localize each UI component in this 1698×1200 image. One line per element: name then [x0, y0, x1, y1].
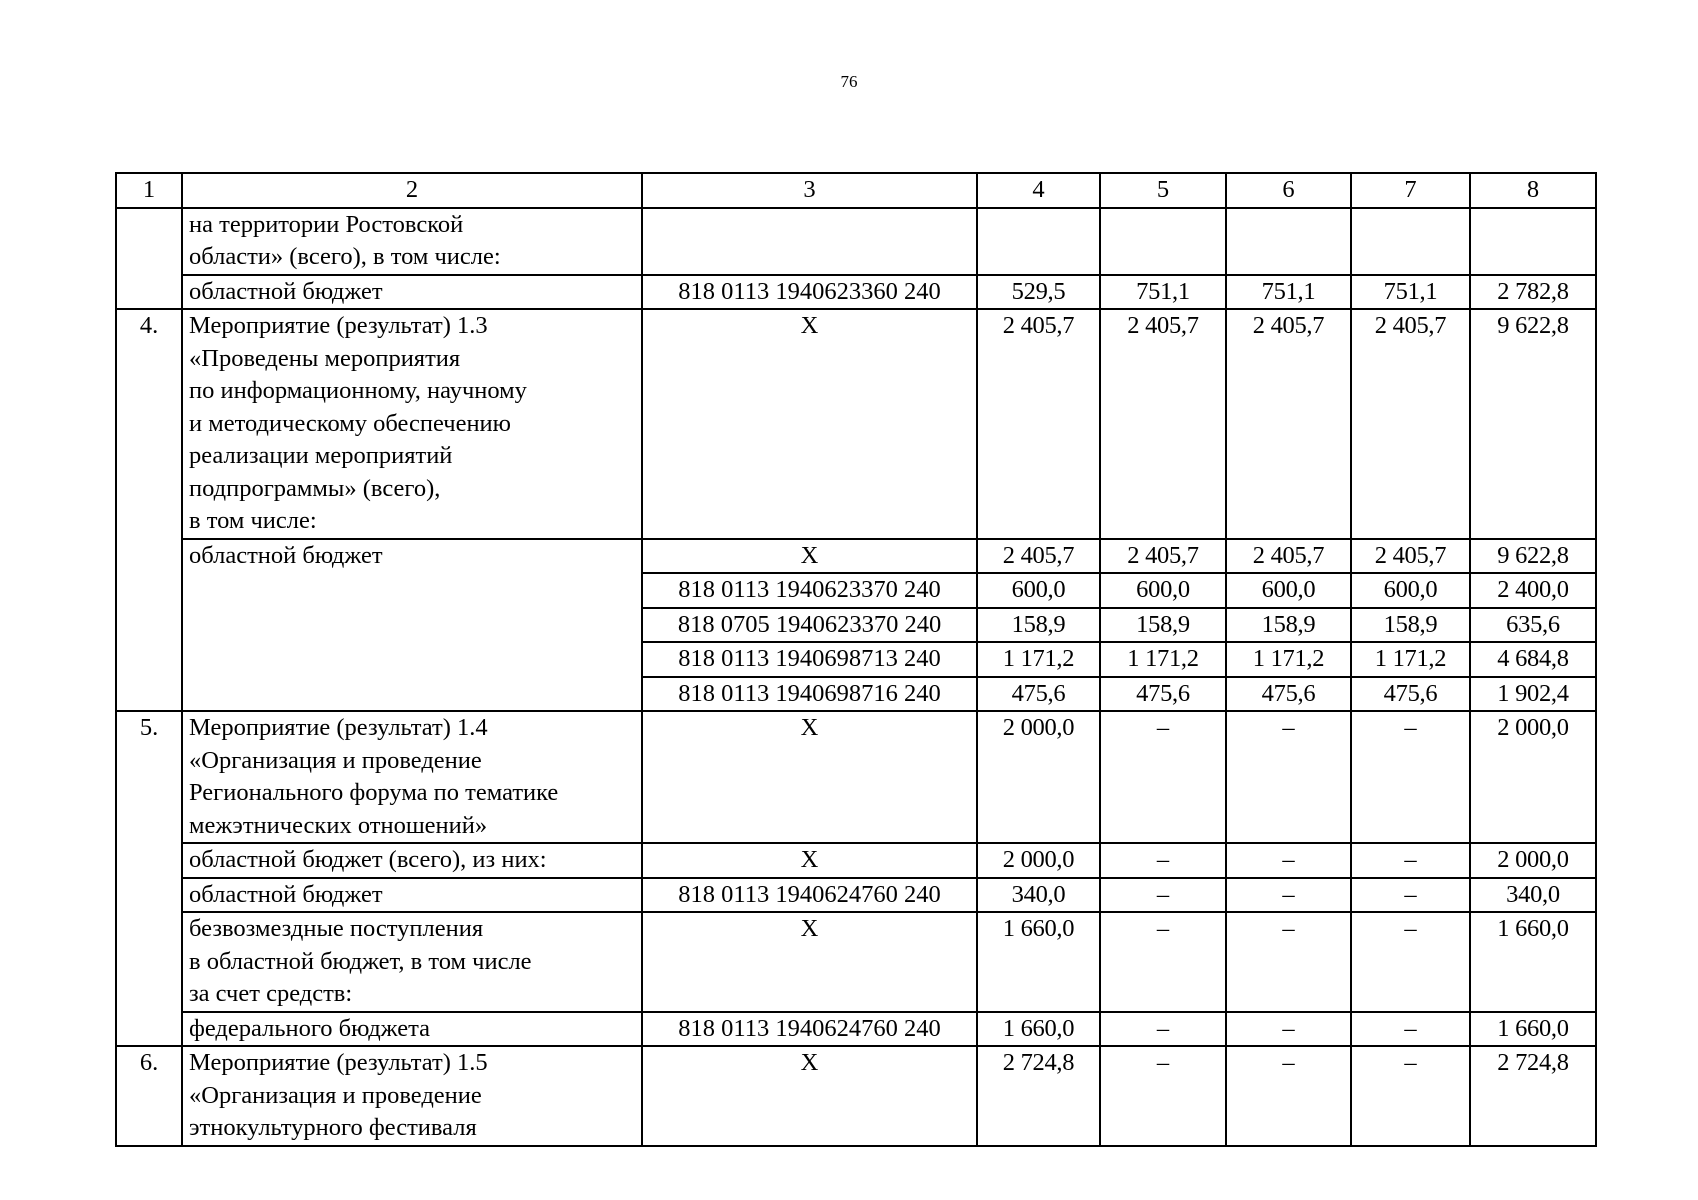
table-row	[116, 309, 1596, 539]
total-cell: 9 622,8	[1470, 309, 1596, 539]
item-name-cell: областной бюджет	[182, 539, 642, 712]
budget-code-cell: X	[642, 843, 977, 878]
value-cell: –	[1100, 912, 1226, 1012]
value-cell: –	[1226, 711, 1351, 843]
total-cell: 9 622,8	[1470, 539, 1596, 574]
value-cell: 529,5	[977, 275, 1100, 310]
budget-code-cell: X	[642, 539, 977, 574]
item-name-cell: областной бюджет	[182, 275, 642, 310]
budget-code-cell: 818 0705 1940623370 240	[642, 608, 977, 643]
value-cell: –	[1226, 1012, 1351, 1047]
value-cell	[1351, 208, 1470, 275]
value-cell: –	[1100, 1012, 1226, 1047]
page-number: 76	[840, 72, 858, 91]
value-cell: –	[1351, 843, 1470, 878]
total-cell: 2 400,0	[1470, 573, 1596, 608]
table-row	[116, 539, 1596, 574]
item-name-cell: областной бюджет	[182, 878, 642, 913]
budget-code-cell: 818 0113 1940623370 240	[642, 573, 977, 608]
value-cell: –	[1100, 843, 1226, 878]
value-cell: 600,0	[1226, 573, 1351, 608]
value-cell: 600,0	[1100, 573, 1226, 608]
row-number-cell: 4.	[116, 309, 182, 711]
value-cell: –	[1100, 1046, 1226, 1146]
header-cell: 5	[1100, 173, 1226, 208]
value-cell: 1 660,0	[977, 912, 1100, 1012]
value-cell: 2 405,7	[1351, 539, 1470, 574]
budget-code-cell: 818 0113 1940624760 240	[642, 1012, 977, 1047]
table-row	[116, 711, 1596, 843]
value-cell: 340,0	[977, 878, 1100, 913]
value-cell: 1 171,2	[1100, 642, 1226, 677]
table-row	[116, 208, 1596, 275]
value-cell: –	[1351, 711, 1470, 843]
header-cell: 4	[977, 173, 1100, 208]
value-cell: 475,6	[977, 677, 1100, 712]
value-cell: 158,9	[1351, 608, 1470, 643]
value-cell: 600,0	[1351, 573, 1470, 608]
total-cell: 1 660,0	[1470, 1012, 1596, 1047]
value-cell: 2 000,0	[977, 711, 1100, 843]
value-cell: 2 405,7	[977, 539, 1100, 574]
total-cell: 1 902,4	[1470, 677, 1596, 712]
header-cell: 2	[182, 173, 642, 208]
total-cell: 2 000,0	[1470, 843, 1596, 878]
value-cell	[1100, 208, 1226, 275]
value-cell: –	[1351, 878, 1470, 913]
item-name-cell: областной бюджет (всего), из них:	[182, 843, 642, 878]
item-name-cell: Мероприятие (результат) 1.5 «Организация и проведение этнокультурного фестиваля	[182, 1046, 642, 1146]
value-cell: 600,0	[977, 573, 1100, 608]
value-cell: 751,1	[1226, 275, 1351, 310]
budget-code-cell: X	[642, 912, 977, 1012]
total-cell: 1 660,0	[1470, 912, 1596, 1012]
budget-code-cell: 818 0113 1940698713 240	[642, 642, 977, 677]
total-cell: 2 782,8	[1470, 275, 1596, 310]
value-cell: 2 724,8	[977, 1046, 1100, 1146]
value-cell: 751,1	[1100, 275, 1226, 310]
value-cell: 1 171,2	[1351, 642, 1470, 677]
row-number-cell: 5.	[116, 711, 182, 1046]
row-number-cell	[116, 208, 182, 310]
value-cell: –	[1100, 711, 1226, 843]
value-cell: –	[1351, 912, 1470, 1012]
value-cell: –	[1100, 878, 1226, 913]
value-cell: 2 405,7	[1100, 309, 1226, 539]
header-cell: 7	[1351, 173, 1470, 208]
header-cell: 1	[116, 173, 182, 208]
value-cell: 158,9	[1226, 608, 1351, 643]
value-cell: –	[1226, 878, 1351, 913]
row-number-cell: 6.	[116, 1046, 182, 1146]
value-cell: –	[1351, 1012, 1470, 1047]
value-cell	[977, 208, 1100, 275]
value-cell: 475,6	[1351, 677, 1470, 712]
value-cell	[1470, 208, 1596, 275]
value-cell: –	[1226, 843, 1351, 878]
item-name-cell: на территории Ростовской области» (всего), в том числе:	[182, 208, 642, 275]
item-name-cell: Мероприятие (результат) 1.4 «Организация и проведение Регионального форума по тематике межэтнических отношений»	[182, 711, 642, 843]
value-cell: 1 171,2	[1226, 642, 1351, 677]
value-cell: 475,6	[1100, 677, 1226, 712]
header-cell: 8	[1470, 173, 1596, 208]
table-row	[116, 843, 1596, 878]
header-cell: 6	[1226, 173, 1351, 208]
table-row	[116, 275, 1596, 310]
item-name-cell: безвозмездные поступления в областной бюджет, в том числе за счет средств:	[182, 912, 642, 1012]
item-name-cell: Мероприятие (результат) 1.3 «Проведены мероприятия по информационному, научному и методическому обеспечению реализации мероприятий подпрограммы» (всего), в том числе:	[182, 309, 642, 539]
total-cell: 2 000,0	[1470, 711, 1596, 843]
table-row	[116, 1012, 1596, 1047]
table-row	[116, 878, 1596, 913]
budget-code-cell: X	[642, 1046, 977, 1146]
budget-code-cell: X	[642, 711, 977, 843]
value-cell: 2 405,7	[1226, 539, 1351, 574]
value-cell: 1 171,2	[977, 642, 1100, 677]
budget-code-cell: 818 0113 1940623360 240	[642, 275, 977, 310]
value-cell: 475,6	[1226, 677, 1351, 712]
value-cell: 158,9	[1100, 608, 1226, 643]
budget-code-cell: 818 0113 1940624760 240	[642, 878, 977, 913]
value-cell: 158,9	[977, 608, 1100, 643]
budget-table	[115, 172, 1597, 1147]
value-cell: –	[1226, 912, 1351, 1012]
table-row	[116, 1046, 1596, 1146]
value-cell: 2 405,7	[1100, 539, 1226, 574]
total-cell: 635,6	[1470, 608, 1596, 643]
value-cell: –	[1351, 1046, 1470, 1146]
budget-code-cell: 818 0113 1940698716 240	[642, 677, 977, 712]
value-cell: 2 405,7	[1351, 309, 1470, 539]
budget-code-cell	[642, 208, 977, 275]
header-cell: 3	[642, 173, 977, 208]
value-cell	[1226, 208, 1351, 275]
budget-code-cell: X	[642, 309, 977, 539]
header-row	[116, 173, 1596, 208]
item-name-cell: федерального бюджета	[182, 1012, 642, 1047]
total-cell: 4 684,8	[1470, 642, 1596, 677]
table-row	[116, 912, 1596, 1012]
value-cell: 2 405,7	[1226, 309, 1351, 539]
value-cell: 751,1	[1351, 275, 1470, 310]
total-cell: 2 724,8	[1470, 1046, 1596, 1146]
total-cell: 340,0	[1470, 878, 1596, 913]
value-cell: 1 660,0	[977, 1012, 1100, 1047]
value-cell: 2 000,0	[977, 843, 1100, 878]
value-cell: 2 405,7	[977, 309, 1100, 539]
value-cell: –	[1226, 1046, 1351, 1146]
